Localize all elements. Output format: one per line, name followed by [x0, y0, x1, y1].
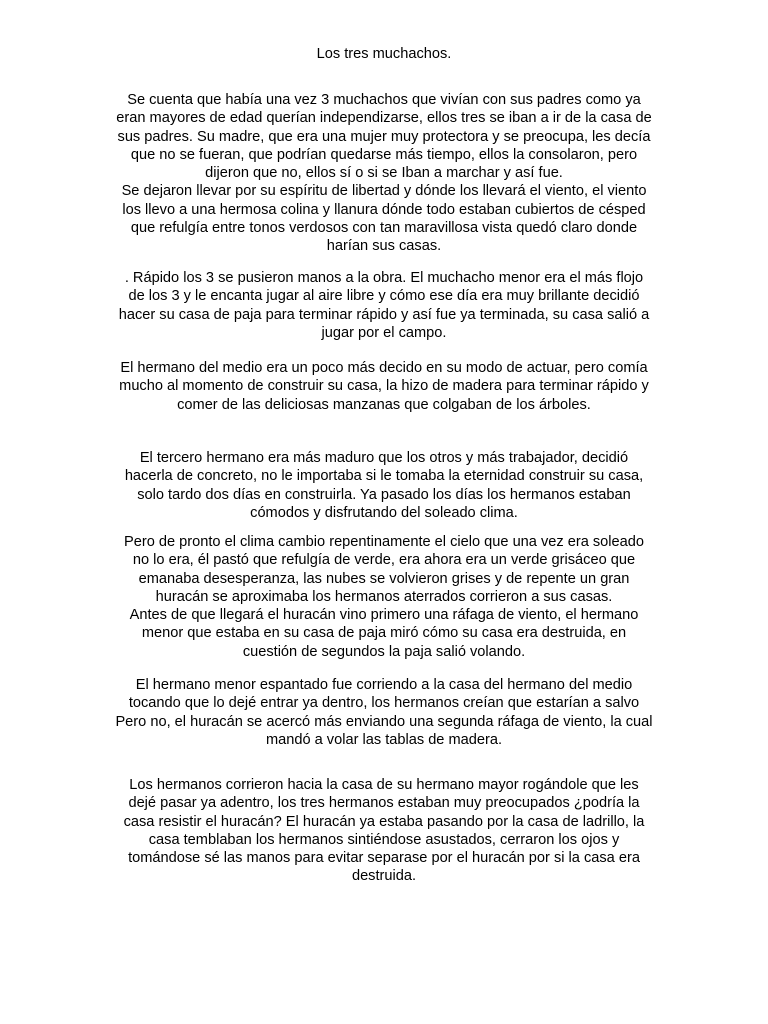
paragraph-line: Los hermanos corrieron hacia la casa de su hermano mayor rogándole que les	[129, 777, 639, 793]
paragraph-3	[98, 359, 670, 414]
paragraph-line: Antes de que llegará el huracán vino primero una ráfaga de viento, el hermano	[129, 607, 639, 624]
paragraph-line: Pero no, el huracán se acercó más enviando una segunda ráfaga de viento, la cual	[115, 713, 653, 730]
paragraph-line: solo tardo dos días en construirla. Ya pasado los días los hermanos estaban	[137, 486, 631, 503]
paragraph-2	[98, 269, 670, 342]
paragraph-line: menor que estaba en su casa de paja miró cómo su casa era destruida, en	[141, 625, 627, 642]
paragraph-line: El hermano del medio era un poco más decido en su modo de actuar, pero comía	[120, 360, 648, 376]
paragraph-line: casa resistir el huracán? El huracán ya estaba pasando por la casa de ladrillo, la	[123, 813, 645, 830]
paragraph-line: eran mayores de edad querían independizarse, ellos tres se iban a ir de la casa de	[116, 110, 652, 127]
paragraph-line: harían sus casas.	[326, 238, 442, 255]
paragraph-line: El tercero hermano era más maduro que los otros y más trabajador, decidió	[139, 450, 629, 466]
paragraph-line: de los 3 y le encanta jugar al aire libre y cómo ese día era muy brillante decidió	[128, 288, 640, 305]
paragraph-line: El hermano menor espantado fue corriendo a la casa del hermano del medio	[135, 677, 633, 693]
paragraph-line: jugar por el campo.	[321, 324, 447, 341]
paragraph-line: mandó a volar las tablas de madera.	[265, 731, 503, 748]
paragraph-line: no lo era, él pastó que refulgía de verde, era ahora era un verde grisáceo que	[132, 552, 636, 569]
paragraph-4	[98, 449, 670, 522]
paragraph-5	[98, 533, 670, 661]
paragraph-line: casa temblaban los hermanos sintiéndose asustados, cerraron los ojos y	[148, 831, 620, 848]
paragraph-1	[98, 91, 670, 256]
paragraph-line: Se cuenta que había una vez 3 muchachos que vivían con sus padres como ya	[127, 92, 641, 108]
paragraph-6	[98, 676, 670, 749]
paragraph-line: que no se fueran, que podrían quedarse más tiempo, ellos la consolaron, pero	[130, 146, 638, 163]
paragraph-line: tomándose sé las manos para evitar separase por el huracán por si la casa era	[128, 850, 640, 867]
paragraph-line: que refulgía entre tonos verdosos con tan maravillosa vista quedó claro donde	[130, 220, 638, 237]
paragraph-line: mucho al momento de construir su casa, la hizo de madera para terminar rápido y	[119, 378, 649, 395]
paragraph-line: cuestión de segundos la paja salió volando.	[242, 643, 526, 660]
paragraph-line: los llevo a una hermosa colina y llanura dónde todo estaban cubiertos de césped	[122, 201, 646, 218]
paragraph-line: destruida.	[351, 868, 417, 885]
paragraph-line: dejé pasar ya adentro, los tres hermanos estaban muy preocupados ¿podría la	[128, 795, 640, 812]
paragraph-line: tocando que lo dejé entrar ya dentro, los hermanos creían que estarían a salvo	[128, 695, 640, 712]
paragraph-line: huracán se aproximaba los hermanos aterrados corrieron a sus casas.	[155, 588, 613, 605]
paragraph-line: hacer su casa de paja para terminar rápido y así fue ya terminada, su casa salió a	[118, 306, 650, 323]
paragraph-line: emanaba desesperanza, las nubes se volvieron grises y de repente un gran	[138, 570, 630, 587]
document-title: Los tres muchachos.	[316, 46, 452, 62]
paragraph-line: sus padres. Su madre, que era una mujer muy protectora y se preocupa, les decía	[117, 128, 651, 145]
paragraph-line: dijeron que no, ellos sí o si se Iban a marchar y así fue.	[205, 165, 563, 182]
paragraph-line: cómodos y disfrutando del soleado clima.	[250, 504, 518, 521]
paragraph-line: . Rápido los 3 se pusieron manos a la obra. El muchacho menor era el más flojo	[124, 270, 644, 286]
paragraph-line: Se dejaron llevar por su espíritu de libertad y dónde los llevará el viento, el viento	[121, 183, 647, 200]
paragraph-7	[98, 776, 670, 886]
paragraph-line: comer de las deliciosas manzanas que colgaban de los árboles.	[177, 396, 591, 413]
paragraph-line: Pero de pronto el clima cambio repentinamente el cielo que una vez era soleado	[123, 534, 645, 550]
paragraph-line: hacerla de concreto, no le importaba si le tomaba la eternidad construir su casa,	[124, 468, 644, 485]
